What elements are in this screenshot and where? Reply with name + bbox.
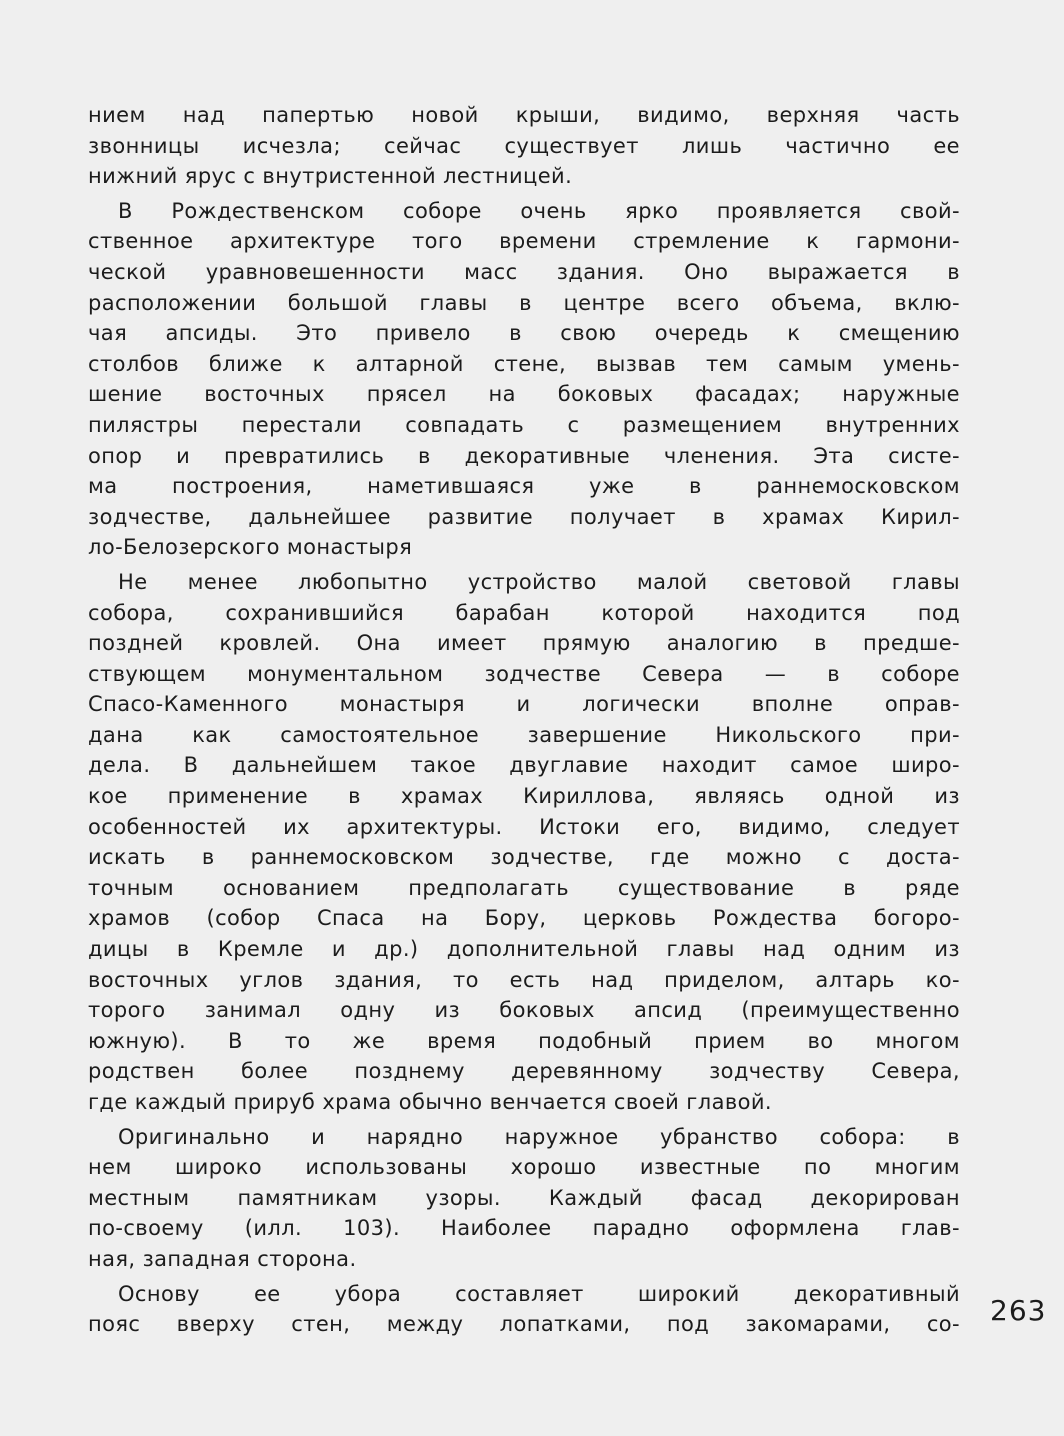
paragraph-2 [88,196,960,563]
text-line: нем широко использованы хорошо известные по многим [88,1155,960,1180]
text-line: дана как самостоятельное завершение Никольского при- [88,722,960,747]
text-column [88,100,960,1340]
text-line: столбов ближе к алтарной стене, вызвав тем самым умень- [88,351,960,376]
text-line: нижний ярус с внутристенной лестницей. [88,164,573,189]
text-line: точным основанием предполагать существование в ряде [88,875,960,900]
text-line: нием над папертью новой крыши, видимо, верхняя часть [88,103,960,127]
text-line: Оригинально и нарядно наружное убранство собора: в [118,1124,960,1149]
text-line: кое применение в храмах Кириллова, являясь одной из [88,784,960,809]
text-line: звонницы исчезла; сейчас существует лишь частично ее [88,133,960,158]
text-line: искать в раннемосковском зодчестве, где можно с доста- [88,845,960,870]
text-line: местным памятникам узоры. Каждый фасад декорирован [88,1185,960,1210]
paragraph-5 [88,1279,960,1340]
text-line: где каждый прируб храма обычно венчается своей главой. [88,1090,772,1114]
text-line: ма построения, наметившаяся уже в раннемосковском [88,474,960,499]
text-line: чая апсиды. Это привело в свою очередь к смещению [88,321,960,346]
text-line: храмов (собор Спаса на Бору, церковь Рождества богоро- [88,906,960,931]
paragraph-4 [88,1122,960,1275]
text-line: ственное архитектуре того времени стремление к гармони- [88,229,960,254]
text-line: ная, западная сторона. [88,1246,357,1271]
text-line: зодчестве, дальнейшее развитие получает в храмах Кирил- [88,504,960,529]
text-line: по-своему (илл. 103). Наиболее парадно оформлена глав- [88,1216,960,1241]
text-line: Не менее любопытно устройство малой световой главы [118,569,960,594]
text-line: В Рождественском соборе очень ярко проявляется свой- [118,198,960,223]
text-line: ло-Белозерского монастыря [88,535,413,560]
text-line: торого занимал одну из боковых апсид (преимущественно [88,998,960,1023]
text-line: расположении большой главы в центре всего объема, вклю- [88,290,960,315]
text-line: собора, сохранившийся барабан которой находится под [88,600,960,625]
text-line: пилястры перестали совпадать с размещением внутренних [88,412,960,437]
text-line: Основу ее убора составляет широкий декоративный [118,1281,960,1306]
text-line: пояс вверху стен, между лопатками, под закомарами, со- [88,1312,960,1337]
text-line: восточных углов здания, то есть над приделом, алтарь ко- [88,967,960,992]
paragraph-3 [88,567,960,1118]
paragraph-1 [88,100,960,192]
text-line: дела. В дальнейшем такое двуглавие находит самое широ- [88,753,960,778]
text-line: ческой уравновешенности масс здания. Оно выражается в [88,259,960,284]
text-line: Спасо-Каменного монастыря и логически вполне оправ- [88,692,960,717]
text-line: особенностей их архитектуры. Истоки его, видимо, следует [88,814,960,839]
text-line: шение восточных прясел на боковых фасадах; наружные [88,382,960,407]
text-line: опор и превратились в декоративные членения. Эта систе- [88,443,960,468]
text-line: ствующем монументальном зодчестве Севера — в соборе [88,661,960,686]
text-line: родствен более позднему деревянному зодчеству Севера, [88,1059,960,1084]
page-number: 263 [990,1294,1047,1327]
text-line: дицы в Кремле и др.) дополнительной главы над одним из [88,937,960,962]
text-line: южную). В то же время подобный прием во многом [88,1028,960,1053]
text-line: поздней кровлей. Она имеет прямую аналогию в предше- [88,631,960,656]
